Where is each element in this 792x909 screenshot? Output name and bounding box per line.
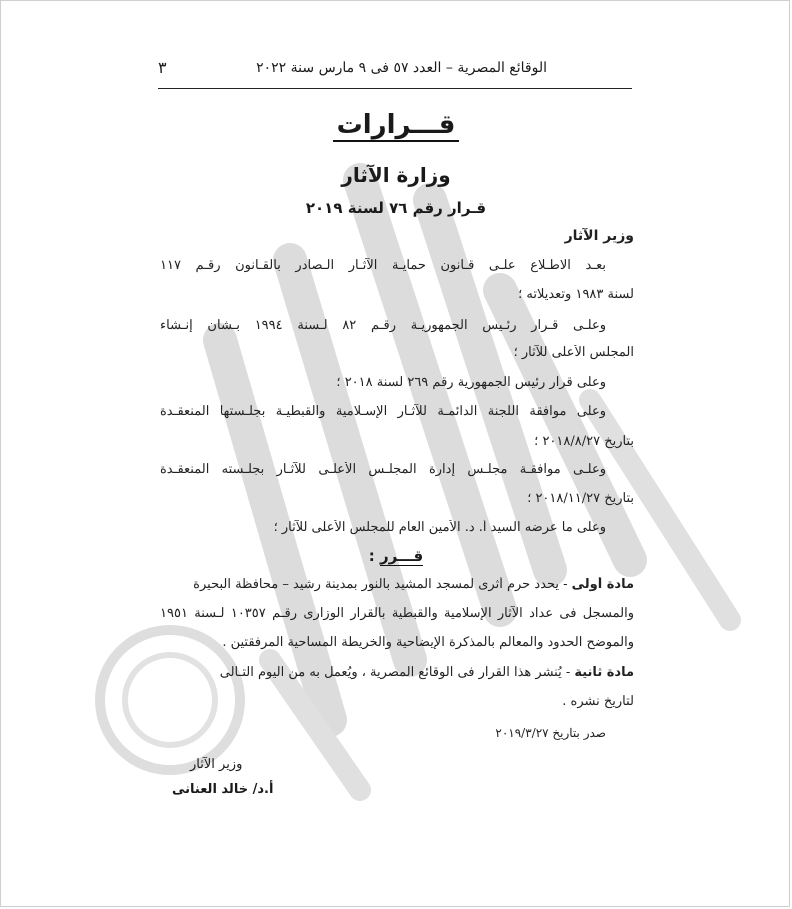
preamble-line: المجلس الأعلى للآثار ؛	[513, 345, 634, 360]
article-line: والمسجل فى عداد الآثار الإسلامية والقبطية بالقرار الوزارى رقـم ١٠٣٥٧ لـسنة ١٩٥١	[160, 606, 634, 621]
article-text: - يُنشر هذا القرار فى الوقائع المصرية ، ويُعمل به من اليوم التـالى	[219, 665, 575, 680]
decided-word: قـــرر	[380, 547, 424, 565]
preamble-line: بتاريخ ٢٠١٨/١١/٢٧ ؛	[527, 491, 634, 506]
preamble-line: وعلى ما عرضه السيد أ. د. الأمين العام للمجلس الأعلى للآثار ؛	[273, 520, 606, 535]
section-heading	[0, 110, 792, 140]
ministry-title: وزارة الآثار	[341, 163, 451, 187]
decree-number: قـرار رقم ٧٦ لسنة ٢٠١٩	[305, 199, 487, 217]
page-number: ٣	[158, 58, 167, 77]
decided-heading	[0, 547, 792, 565]
section-heading-text: قـــرارات	[333, 110, 460, 142]
article-2	[160, 665, 634, 680]
preamble-line: وعلى قرار رئيس الجمهورية رقم ٢٦٩ لسنة ٢٠١٨ ؛	[336, 375, 606, 390]
signature-title: وزير الآثار	[190, 757, 243, 772]
preamble-line: بتاريخ ٢٠١٨/٨/٢٧ ؛	[534, 434, 634, 449]
minister-heading: وزير الآثار	[564, 228, 634, 244]
article-1	[160, 577, 634, 592]
article-line: لتاريخ نشره .	[562, 694, 634, 709]
page-header	[158, 58, 632, 89]
preamble-line: وعلى موافقة اللجنة الدائمـة للآثـار الإسـلامية والقبطيـة بجلـستها المنعقـدة	[160, 404, 606, 419]
preamble-line: لسنة ١٩٨٣ وتعديلاته ؛	[518, 287, 634, 302]
article-label: مادة أولى	[571, 577, 634, 592]
issue-date: صدر بتاريخ ٢٠١٩/٣/٢٧	[495, 726, 606, 740]
preamble-line: وعلـى قـرار رئـيس الجمهوريـة رقـم ٨٢ لـسنة ١٩٩٤ بـشأن إنـشاء	[160, 318, 606, 333]
preamble-line: بعـد الاطـلاع علـى قـانون حمايـة الآثـار الـصادر بالقـانون رقـم ١١٧	[160, 258, 606, 273]
decided-colon: :	[368, 547, 381, 565]
preamble-line: وعلـى موافقـة مجلـس إدارة المجلـس الأعلـى للآثـار بجلـسته المنعقـدة	[160, 462, 606, 477]
article-line: والموضح الحدود والمعالم بالمذكرة الإيضاحية والخريطة المساحية المرفقتين .	[222, 635, 634, 650]
article-label: مادة ثانية	[574, 665, 634, 680]
article-text: - يحدد حرم أثرى لمسجد المشيد بالنور بمدينة رشيد – محافظة البحيرة	[193, 577, 572, 592]
gazette-title: الوقائع المصرية – العدد ٥٧ فى ٩ مارس سنة ٢٠٢٢	[256, 60, 547, 76]
signature-name: أ.د/ خالد العنانى	[172, 782, 274, 797]
